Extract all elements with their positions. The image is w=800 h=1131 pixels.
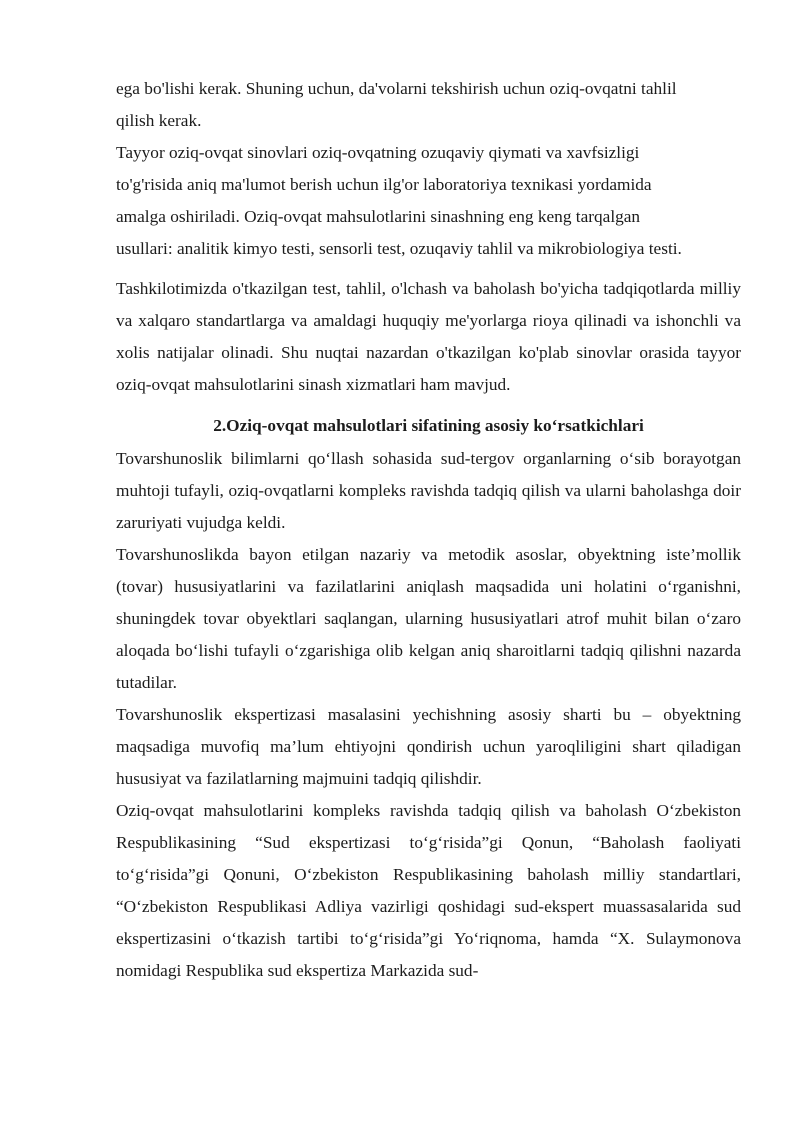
text-line: usullari: analitik kimyo testi, sensorli test, ozuqaviy tahlil va mikrobiologiya testi. bbox=[116, 239, 682, 258]
food-tests-paragraph bbox=[116, 137, 741, 265]
text-line: ega bo'lishi kerak. Shuning uchun, da'volarni tekshirish uchun oziq-ovqatni tahlil bbox=[116, 79, 677, 98]
commodity-basis-paragraph: Tovarshunoslikda bayon etilgan nazariy va metodik asoslar, obyektning iste’mollik (tovar) hususiyatlarini va fazilatlarini aniqlash maqsadida uni holatini o‘rganishni, shuningdek tovar obyektlari saqlangan, ularning hususiyatlari atrof muhit bilan o‘zaro aloqada bo‘lishi tufayli o‘zgarishiga olib kelgan aniq sharoitlarni tadqiq qilishni nazarda tutadilar. bbox=[116, 545, 741, 692]
legal-basis-paragraph: Oziq-ovqat mahsulotlarini kompleks ravishda tadqiq qilish va baholash O‘zbekiston Respublikasining “Sud ekspertizasi to‘g‘risida”gi Qonun, “Baholash faoliyati to‘g‘risida”gi Qonuni, O‘zbekiston Respublikasining baholash milliy standartlari, “O‘zbekiston Respublikasi Adliya vazirligi qoshidagi sud-ekspert muassasalarida sud ekspertizasini o‘tkazish tartibi to‘g‘risida”gi Yo‘riqnoma, hamda “X. Sulaymonova nomidagi Respublika sud ekspertiza Markazida sud- bbox=[116, 801, 741, 980]
organization-paragraph: Tashkilotimizda o'tkazilgan test, tahlil, o'lchash va baholash bo'yicha tadqiqotlarda milliy va xalqaro standartlarga va amaldagi huquqiy me'yorlarga rioya qilinadi va ishonchli va xolis natijalar olinadi. Shu nuqtai nazardan o'tkazilgan ko'plab sinovlar orasida tayyor oziq-ovqat mahsulotlarini sinash xizmatlari ham mavjud. bbox=[116, 279, 741, 394]
intro-paragraph bbox=[116, 73, 741, 137]
expertise-task-paragraph: Tovarshunoslik ekspertizasi masalasini yechishning asosiy sharti bu – obyektning maqsadiga muvofiq ma’lum ehtiyojni qondirish uchun yaroqliligini shart qiladigan hususiyat va fazilatlarning majmuini tadqiq qilishdir. bbox=[116, 705, 741, 788]
section-heading: 2.Oziq-ovqat mahsulotlari sifatining asosiy ko‘rsatkichlari bbox=[213, 416, 644, 435]
text-line: qilish kerak. bbox=[116, 111, 202, 130]
document-body bbox=[116, 73, 741, 987]
text-line: to'g'risida aniq ma'lumot berish uchun ilg'or laboratoriya texnikasi yordamida bbox=[116, 175, 652, 194]
text-line: Tayyor oziq-ovqat sinovlari oziq-ovqatning ozuqaviy qiymati va xavfsizligi bbox=[116, 143, 640, 162]
commodity-need-paragraph: Tovarshunoslik bilimlarni qo‘llash sohasida sud-tergov organlarning o‘sib borayotgan muhtoji tufayli, oziq-ovqatlarni kompleks ravishda tadqiq qilish va ularni baholashga doir zaruriyati vujudga keldi. bbox=[116, 449, 741, 532]
text-line: amalga oshiriladi. Oziq-ovqat mahsulotlarini sinashning eng keng tarqalgan bbox=[116, 207, 641, 226]
